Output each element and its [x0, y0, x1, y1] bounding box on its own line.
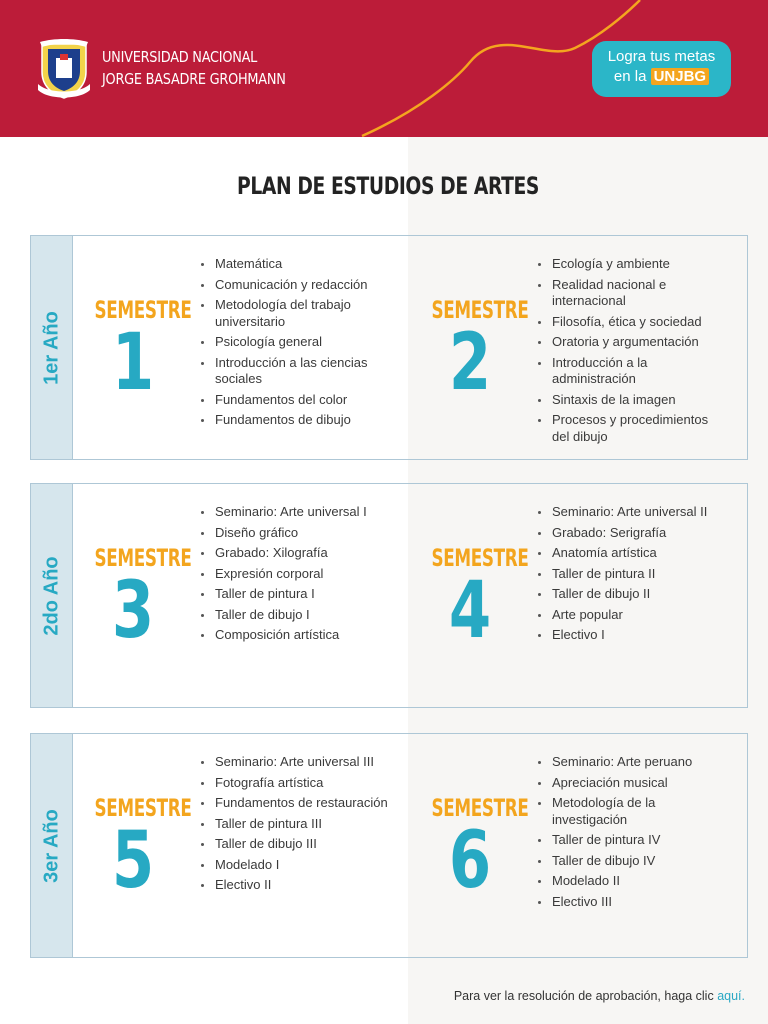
semester-heading: [415, 296, 529, 408]
year-block-3: [30, 733, 748, 958]
semester-number: 4: [448, 566, 492, 656]
semester-number: 5: [111, 816, 155, 906]
semester-heading: [78, 794, 192, 906]
list-item: Oratoria y argumentación: [537, 334, 727, 351]
course-list: [537, 504, 727, 648]
semester-label: SEMESTRE: [431, 794, 529, 822]
list-item: Metodología del trabajo universitario: [200, 297, 390, 330]
slogan-prefix: en la: [613, 68, 651, 85]
list-item: Seminario: Arte universal I: [200, 504, 390, 521]
list-item: Modelado II: [537, 873, 727, 890]
semester-number: 2: [448, 318, 492, 408]
semester-number: 3: [111, 566, 155, 656]
slogan-line2: [592, 67, 731, 87]
list-item: Taller de pintura IV: [537, 832, 727, 849]
list-item: Seminario: Arte universal II: [537, 504, 727, 521]
year-block-1: [30, 235, 748, 460]
list-item: Sintaxis de la imagen: [537, 392, 727, 409]
list-item: Expresión corporal: [200, 566, 390, 583]
list-item: Apreciación musical: [537, 775, 727, 792]
list-item: Electivo III: [537, 894, 727, 911]
year-label: 1er Año: [40, 310, 62, 385]
university-name-line2: JORGE BASADRE GROHMANN: [102, 70, 286, 88]
semester-heading: [78, 296, 192, 408]
list-item: Seminario: Arte peruano: [537, 754, 727, 771]
course-list: [200, 504, 390, 648]
list-item: Comunicación y redacción: [200, 277, 390, 294]
semester-number: 6: [448, 816, 492, 906]
list-item: Arte popular: [537, 607, 727, 624]
slogan-badge: [592, 41, 731, 97]
list-item: Taller de pintura I: [200, 586, 390, 603]
list-item: Diseño gráfico: [200, 525, 390, 542]
list-item: Matemática: [200, 256, 390, 273]
list-item: Taller de dibujo I: [200, 607, 390, 624]
semester-heading: [78, 544, 192, 656]
semester-number: 1: [111, 318, 155, 408]
list-item: Taller de dibujo III: [200, 836, 390, 853]
list-item: Metodología de la investigación: [537, 795, 727, 828]
course-list: [537, 754, 727, 914]
semester-label: SEMESTRE: [94, 794, 192, 822]
semester-label: SEMESTRE: [94, 296, 192, 324]
footer-text: Para ver la resolución de aprobación, haga clic: [453, 989, 718, 1003]
course-list: [200, 754, 390, 898]
list-item: Composición artística: [200, 627, 390, 644]
list-item: Taller de dibujo II: [537, 586, 727, 603]
semester-label: SEMESTRE: [431, 296, 529, 324]
year-label: 2do Año: [40, 555, 62, 636]
course-list: [200, 256, 390, 433]
list-item: Taller de pintura III: [200, 816, 390, 833]
university-name: [102, 46, 286, 90]
list-item: Procesos y procedimientos del dibujo: [537, 412, 727, 445]
page-title: PLAN DE ESTUDIOS DE ARTES: [236, 172, 540, 200]
year-label: 3er Año: [40, 808, 62, 883]
list-item: Introducción a las ciencias sociales: [200, 355, 390, 388]
list-item: Taller de dibujo IV: [537, 853, 727, 870]
list-item: Fotografía artística: [200, 775, 390, 792]
list-item: Modelado I: [200, 857, 390, 874]
list-item: Introducción a la administración: [537, 355, 727, 388]
list-item: Electivo II: [200, 877, 390, 894]
slogan-highlight: UNJBG: [651, 68, 710, 85]
page-header: [0, 0, 768, 137]
semester-label: SEMESTRE: [94, 544, 192, 572]
year-block-2: [30, 483, 748, 708]
year-tab: [31, 734, 73, 957]
footer-note: [0, 989, 745, 1003]
semester-label: SEMESTRE: [431, 544, 529, 572]
list-item: Fundamentos del color: [200, 392, 390, 409]
list-item: Fundamentos de dibujo: [200, 412, 390, 429]
list-item: Taller de pintura II: [537, 566, 727, 583]
list-item: Electivo I: [537, 627, 727, 644]
list-item: Seminario: Arte universal III: [200, 754, 390, 771]
semester-heading: [415, 544, 529, 656]
university-name-line1: UNIVERSIDAD NACIONAL: [102, 48, 258, 66]
university-crest-icon: [36, 38, 92, 100]
list-item: Ecología y ambiente: [537, 256, 727, 273]
list-item: Anatomía artística: [537, 545, 727, 562]
list-item: Fundamentos de restauración: [200, 795, 390, 812]
semester-heading: [415, 794, 529, 906]
list-item: Grabado: Serigrafía: [537, 525, 727, 542]
approval-resolution-link[interactable]: aquí.: [717, 989, 745, 1003]
course-list: [537, 256, 727, 449]
list-item: Psicología general: [200, 334, 390, 351]
year-tab: [31, 484, 73, 707]
slogan-line1: Logra tus metas: [607, 48, 716, 65]
list-item: Grabado: Xilografía: [200, 545, 390, 562]
list-item: Realidad nacional e internacional: [537, 277, 727, 310]
year-tab: [31, 236, 73, 459]
list-item: Filosofía, ética y sociedad: [537, 314, 727, 331]
